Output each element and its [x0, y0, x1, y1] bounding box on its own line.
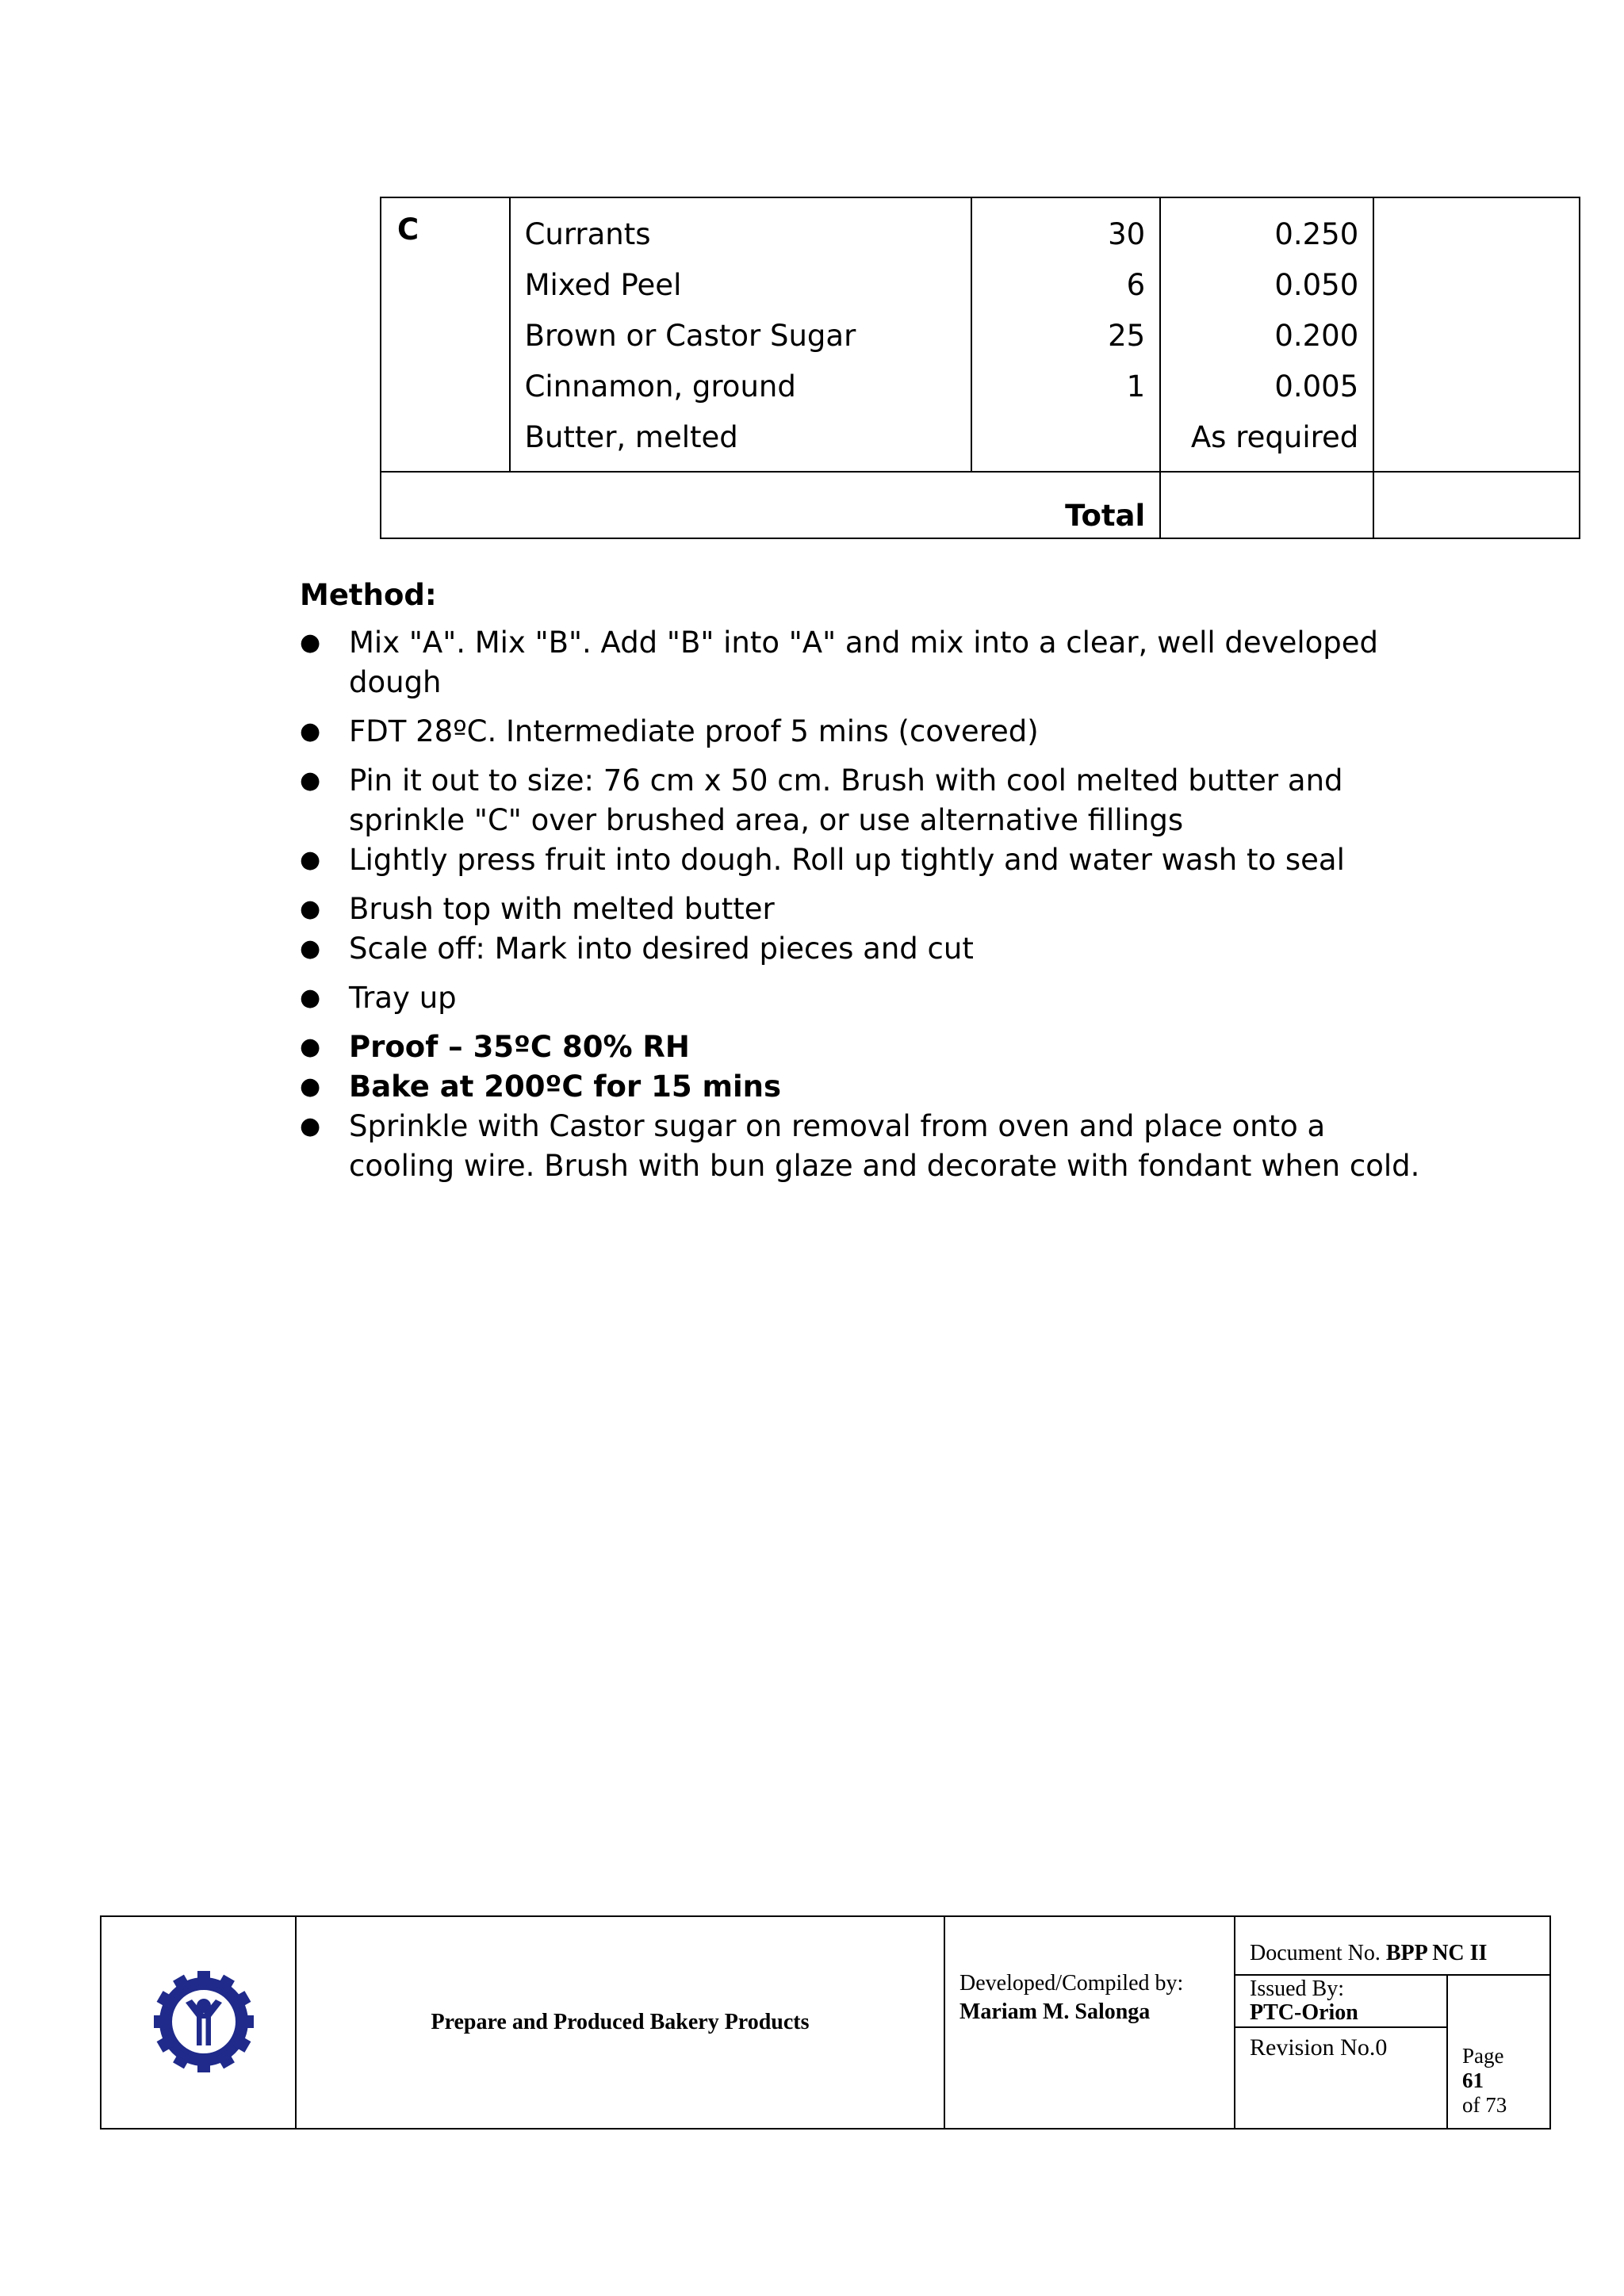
method-steps — [300, 623, 1426, 1186]
method-step: ● Sprinkle with Castor sugar on removal from oven and place onto a cooling wire. Brush with bun glaze and decorate with fondant when cold. — [300, 1107, 1426, 1186]
method-heading: Method: — [300, 578, 437, 612]
document-info-cell — [1235, 1917, 1549, 2128]
method-step: ● Brush top with melted butter — [300, 890, 1426, 929]
bullet-icon: ● — [300, 1112, 321, 1140]
total-label: Total — [381, 472, 1160, 538]
method-step: ● Tray up — [300, 978, 1426, 1018]
revision-number: Revision No.0 — [1235, 2028, 1448, 2128]
notes-cell — [1373, 197, 1580, 472]
ingredient-percentage: 30 — [1108, 217, 1146, 251]
ingredient-table — [380, 197, 1580, 539]
bullet-icon: ● — [300, 984, 321, 1012]
ingredient-names-cell — [510, 197, 971, 472]
total-pages: of 73 — [1462, 2093, 1507, 2117]
bullet-icon: ● — [300, 629, 321, 656]
bullet-icon: ● — [300, 935, 321, 962]
percentage-cell — [971, 197, 1161, 472]
ingredient-percentage: 6 — [1126, 268, 1146, 302]
method-step: ● Pin it out to size: 76 cm x 50 cm. Brush with cool melted butter and sprinkle "C" over brushed area, or use alternative fillings — [300, 761, 1426, 840]
page-number: Page 61 of 73 — [1448, 2028, 1549, 2128]
method-step: ● Mix "A". Mix "B". Add "B" into "A" and mix into a clear, well developed dough — [300, 623, 1426, 702]
method-step: ● Lightly press fruit into dough. Roll up tightly and water wash to seal — [300, 840, 1426, 880]
ingredient-weight: As required — [1190, 420, 1359, 454]
bullet-icon: ● — [300, 895, 321, 923]
bullet-icon: ● — [300, 767, 321, 794]
developed-label: Developed/Compiled by: — [959, 1971, 1184, 1996]
method-step: ● Bake at 200ºC for 15 mins — [300, 1067, 1426, 1107]
bullet-icon: ● — [300, 718, 321, 745]
document-footer — [100, 1915, 1551, 2130]
ingredient-weight: 0.005 — [1274, 369, 1359, 404]
module-title: Prepare and Produced Bakery Products — [431, 2010, 810, 2034]
bullet-icon: ● — [300, 846, 321, 874]
method-step: ● FDT 28ºC. Intermediate proof 5 mins (covered) — [300, 712, 1426, 752]
ingredient-percentage: 1 — [1126, 369, 1146, 404]
ingredient-group-row — [381, 197, 1580, 472]
ingredient-weight: 0.050 — [1274, 268, 1359, 302]
logo-cell — [102, 1917, 297, 2128]
total-notes-cell — [1373, 472, 1580, 538]
ingredient-percentage — [986, 412, 1146, 463]
method-step: ● Scale off: Mark into desired pieces and cut — [300, 929, 1426, 969]
current-page: 61 — [1462, 2068, 1484, 2092]
ingredient-name: Brown or Castor Sugar — [524, 319, 856, 353]
group-code: C — [381, 197, 510, 472]
developer-name: Mariam M. Salonga — [959, 1999, 1151, 2024]
ingredient-name: Butter, melted — [524, 420, 738, 454]
ingredient-name: Currants — [524, 217, 651, 251]
tesda-logo-icon — [154, 1968, 254, 2076]
issuer: PTC-Orion — [1250, 2000, 1358, 2025]
ingredient-weight: 0.200 — [1274, 319, 1359, 353]
ingredient-weight: 0.250 — [1274, 217, 1359, 251]
bullet-icon: ● — [300, 1073, 321, 1100]
method-step: ● Proof – 35ºC 80% RH — [300, 1027, 1426, 1067]
footer-title-cell — [297, 1917, 945, 2128]
bullet-icon: ● — [300, 1033, 321, 1061]
ingredient-name: Mixed Peel — [524, 268, 682, 302]
total-row — [381, 472, 1580, 538]
weight-cell — [1160, 197, 1373, 472]
ingredient-percentage: 25 — [1108, 319, 1146, 353]
developer-cell — [945, 1917, 1235, 2128]
issued-by: Issued By: PTC-Orion — [1235, 1976, 1448, 2028]
total-weight-cell — [1160, 472, 1373, 538]
document-number: Document No. BPP NC II — [1235, 1917, 1549, 1976]
method-section — [300, 572, 1426, 1186]
ingredient-name: Cinnamon, ground — [524, 369, 796, 404]
